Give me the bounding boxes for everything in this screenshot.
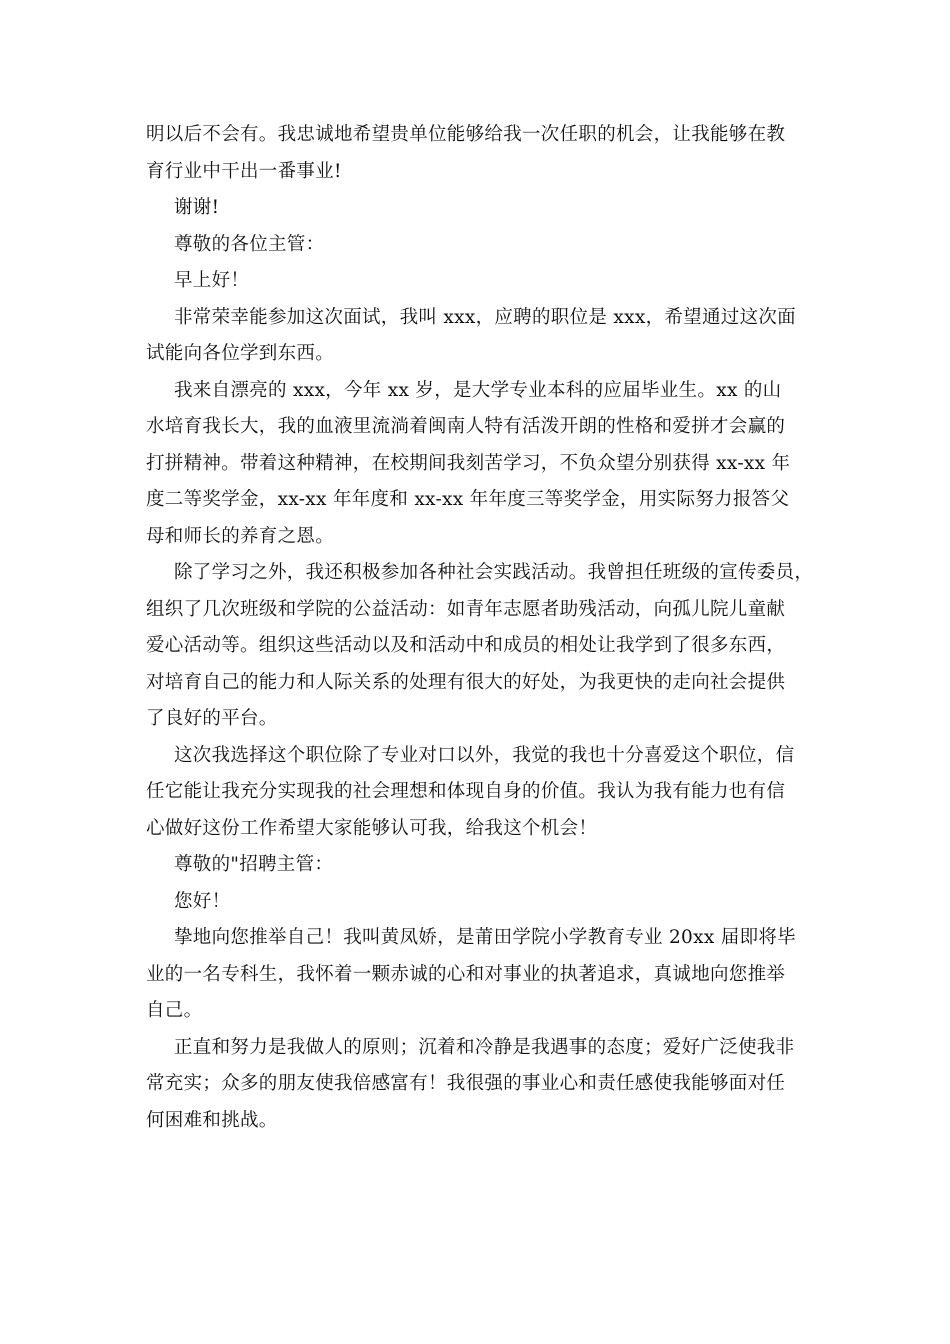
- text-line: 试能向各位学到东西。: [146, 343, 335, 364]
- text-line: 任它能让我充分实现我的社会理想和体现自身的价值。我认为我有能力也有信: [146, 781, 786, 802]
- document-body: [146, 117, 826, 1139]
- text-line: 育行业中干出一番事业!: [146, 160, 342, 182]
- text-line: 心做好这份工作希望大家能够认可我，给我这个机会！: [146, 817, 598, 839]
- greeting: 早上好！: [174, 270, 250, 291]
- text-line: 明以后不会有。我忠诚地希望贵单位能够给我一次任职的机会，让我能够在教: [146, 124, 786, 145]
- text-line: 对培育自己的能力和人际关系的处理有很大的好处，为我更快的走向社会提供: [146, 671, 786, 693]
- text-line: 组织了几次班级和学院的公益活动：如青年志愿者助残活动，向孤儿院儿童献: [146, 598, 786, 620]
- text-line: 正直和努力是我做人的原则；沉着和冷静是我遇事的态度；爱好广泛使我非: [174, 1036, 795, 1058]
- salutation: 尊敬的"招聘主管：: [174, 854, 334, 875]
- text-line: 业的一名专科生，我怀着一颗赤诚的心和对事业的执著追求，真诚地向您推举: [146, 963, 786, 985]
- greeting: 您好！: [174, 890, 231, 912]
- text-line: 非常荣幸能参加这次面试，我叫 xxx，应聘的职位是 xxx，希望通过这次面: [174, 306, 796, 328]
- text-line: 我来自漂亮的 xxx，今年 xx 岁，是大学专业本科的应届毕业生。xx 的山: [174, 379, 782, 401]
- closing-thanks: 谢谢!: [174, 197, 220, 218]
- text-line: 了良好的平台。: [146, 708, 278, 729]
- text-line: 打拼精神。带着这种精神，在校期间我刻苦学习，不负众望分别获得 xx-xx 年: [146, 452, 791, 474]
- salutation: 尊敬的各位主管：: [174, 233, 325, 255]
- text-line: 母和师长的养育之恩。: [146, 525, 335, 547]
- text-line: 何困难和挑战。: [146, 1109, 278, 1131]
- text-line: 常充实；众多的朋友使我倍感富有！我很强的事业心和责任感使我能够面对任: [146, 1073, 786, 1094]
- text-line: 度二等奖学金，xx-xx 年年度和 xx-xx 年年度三等奖学金，用实际努力报答父: [146, 489, 790, 510]
- text-line: 爱心活动等。组织这些活动以及和活动中和成员的相处让我学到了很多东西，: [146, 635, 786, 656]
- text-line: 挚地向您推举自己！我叫黄凤娇，是莆田学院小学教育专业 20xx 届即将毕: [174, 927, 796, 948]
- text-line: 自己。: [146, 1000, 203, 1021]
- text-line: 水培育我长大，我的血液里流淌着闽南人特有活泼开朗的性格和爱拼才会赢的: [146, 416, 786, 437]
- text-line: 这次我选择这个职位除了专业对口以外，我觉的我也十分喜爱这个职位，信: [174, 744, 795, 766]
- text-line: 除了学习之外，我还积极参加各种社会实践活动。我曾担任班级的宣传委员，: [174, 562, 814, 583]
